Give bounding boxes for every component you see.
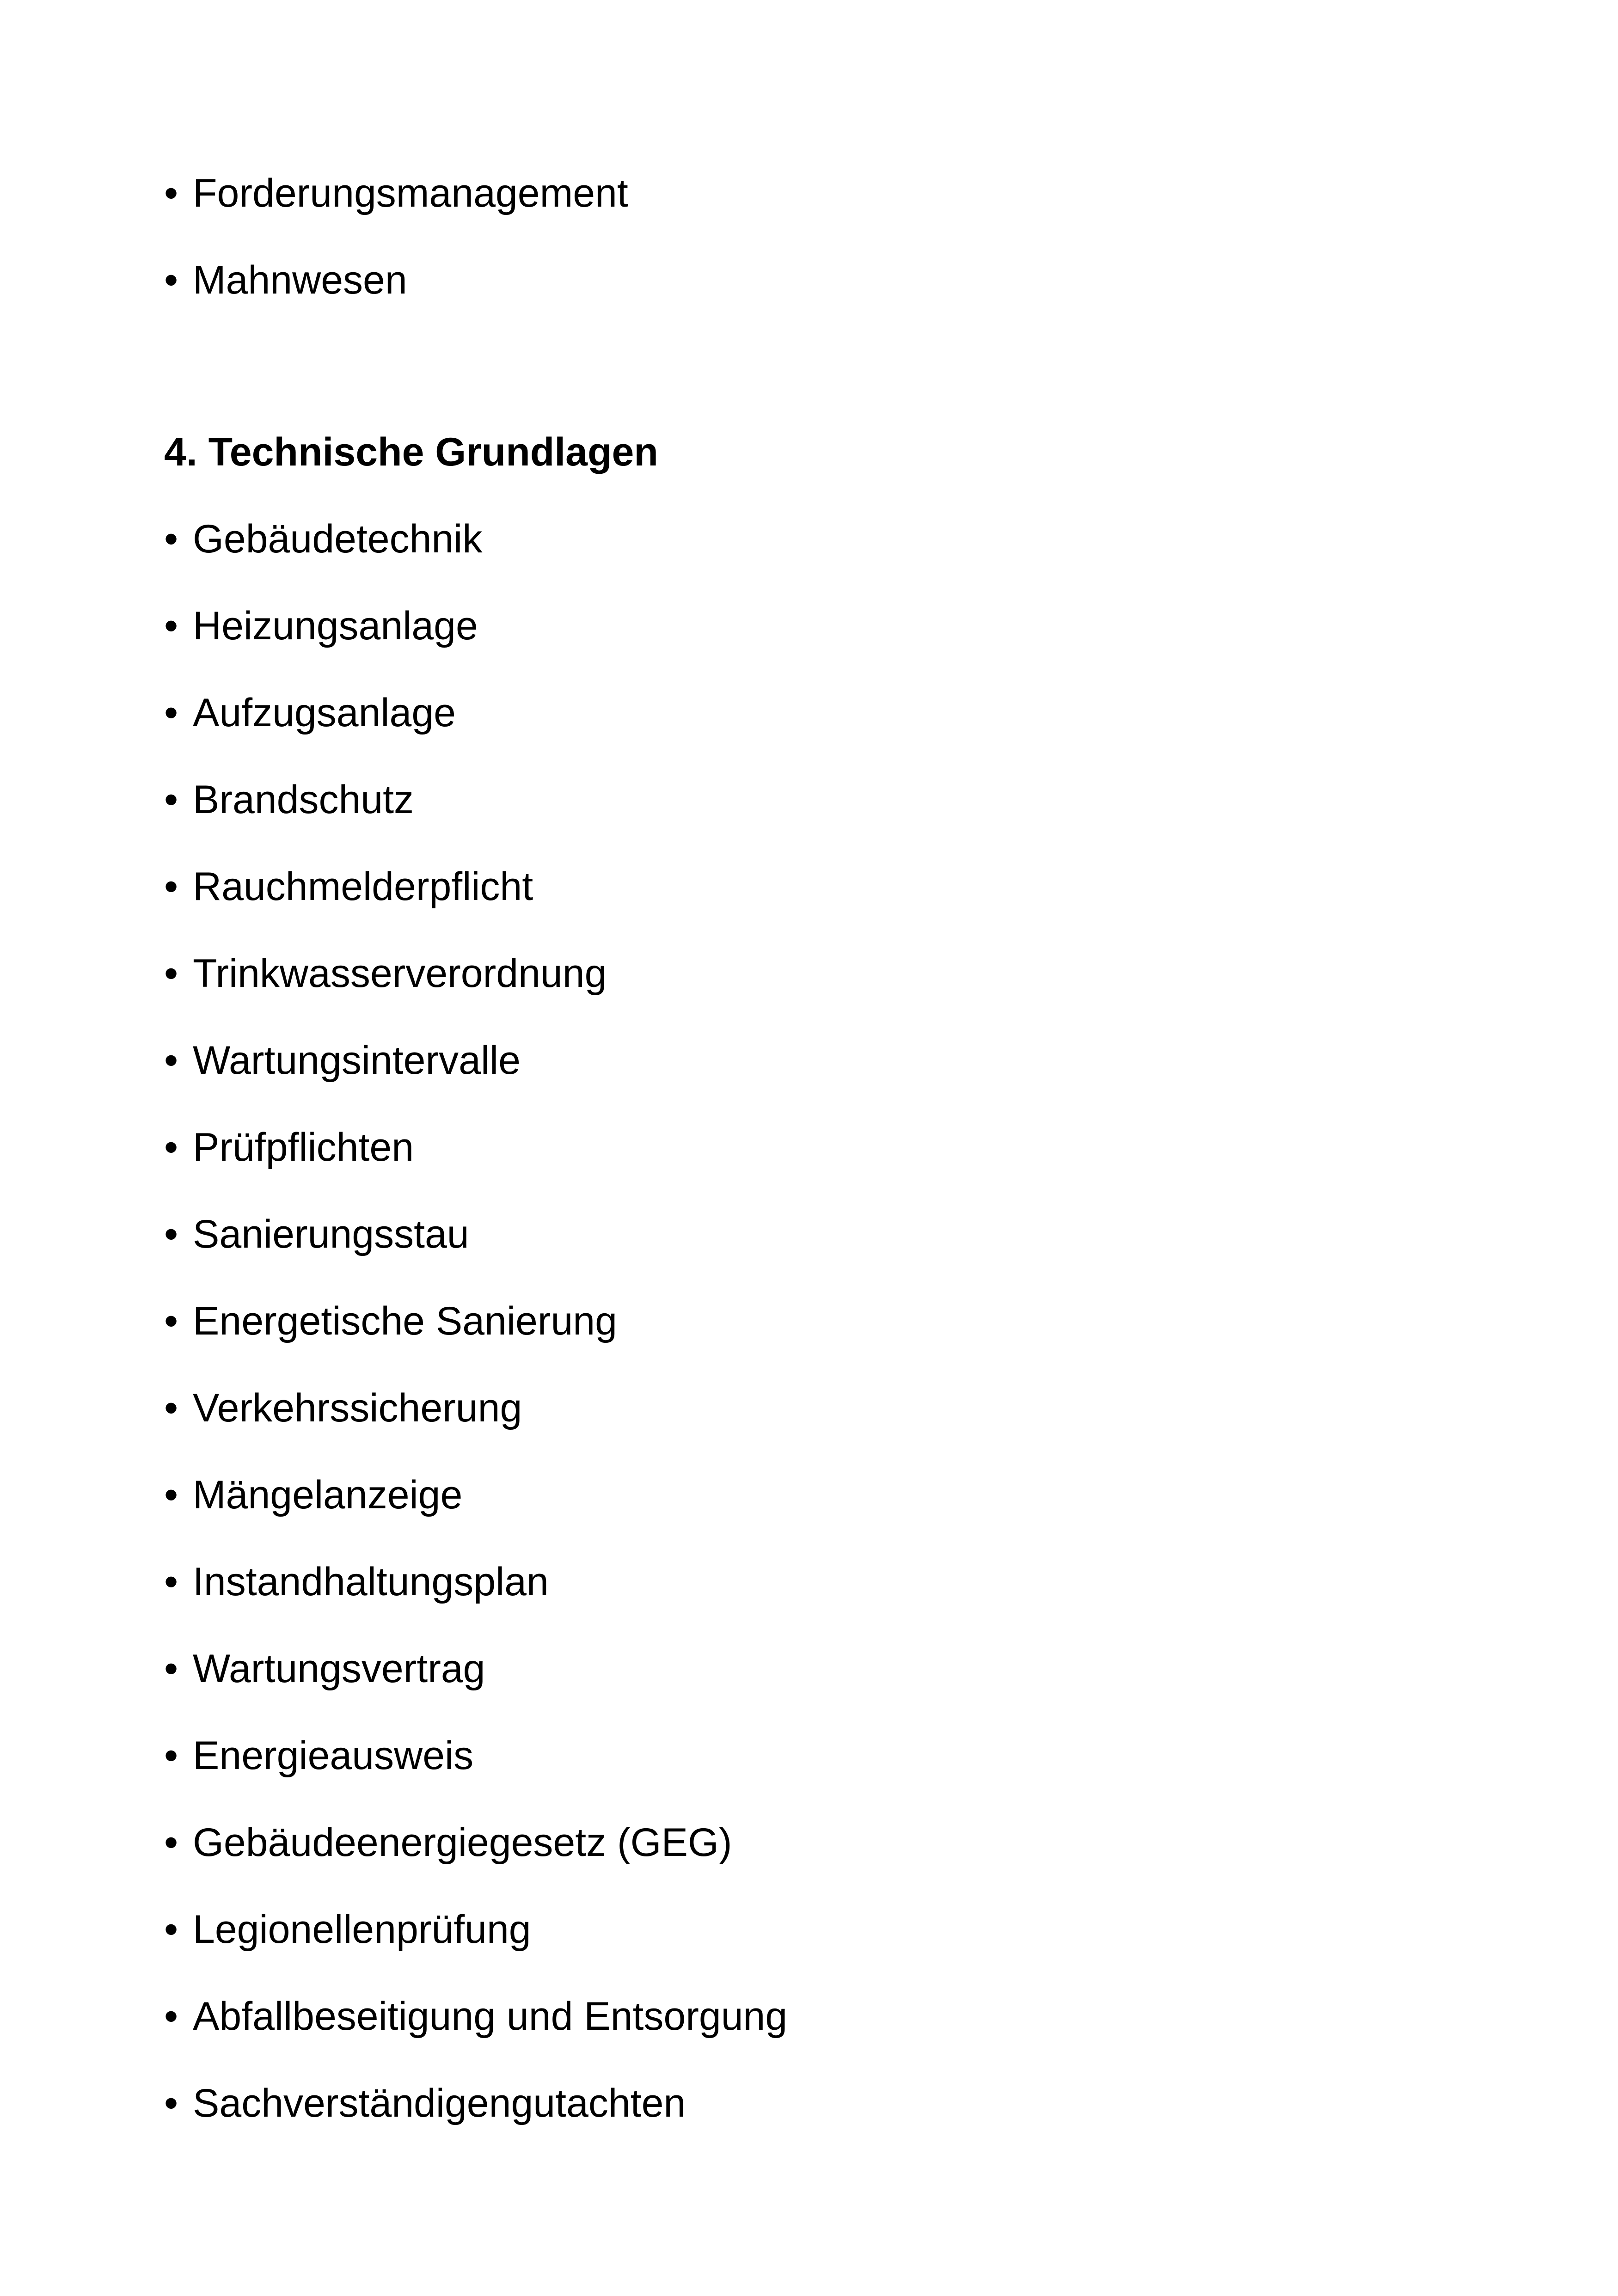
list-item (164, 1191, 1459, 1278)
bullet-icon: • (164, 1820, 178, 1865)
list-item-text: Wartungsintervalle (193, 1038, 521, 1083)
list-item (164, 756, 1459, 843)
list-item-text: Energetische Sanierung (193, 1299, 617, 1343)
list-item (164, 582, 1459, 669)
bullet-icon: • (164, 1038, 178, 1083)
bullet-icon: • (164, 171, 178, 215)
bullet-icon: • (164, 951, 178, 996)
continued-list-block (164, 150, 1459, 324)
bullet-icon: • (164, 1994, 178, 2039)
list-item-text: Energieausweis (193, 1733, 474, 1778)
list-item (164, 1104, 1459, 1191)
bullet-icon: • (164, 1733, 178, 1778)
list-item-text: Aufzugsanlage (193, 691, 456, 735)
bullet-icon: • (164, 1647, 178, 1691)
list-item (164, 930, 1459, 1017)
list-item (164, 1017, 1459, 1104)
list-item-text: Verkehrssicherung (193, 1386, 522, 1430)
list-item-text: Rauchmelderpflicht (193, 864, 533, 909)
list-item-text: Sanierungsstau (193, 1212, 469, 1256)
list-item (164, 496, 1459, 582)
list-item-text: Gebäudetechnik (193, 517, 483, 561)
bullet-icon: • (164, 864, 178, 909)
list-item-text: Mahnwesen (193, 258, 407, 302)
list-item (164, 1365, 1459, 1451)
bullet-icon: • (164, 1907, 178, 1952)
list-item (164, 2060, 1459, 2147)
section-technische-grundlagen (164, 409, 1459, 2147)
list-item (164, 1799, 1459, 1886)
continued-bullet-list (164, 150, 1459, 324)
list-item-text: Instandhaltungsplan (193, 1560, 549, 1604)
bullet-icon: • (164, 2081, 178, 2125)
list-item-text: Forderungsmanagement (193, 171, 628, 215)
list-item (164, 237, 1459, 324)
list-item-text: Heizungsanlage (193, 604, 478, 648)
list-item-text: Abfallbeseitigung und Entsorgung (193, 1994, 788, 2039)
list-item-text: Wartungsvertrag (193, 1647, 485, 1691)
list-item (164, 843, 1459, 930)
list-item (164, 1886, 1459, 1973)
bullet-icon: • (164, 1212, 178, 1256)
bullet-icon: • (164, 778, 178, 822)
list-item (164, 1451, 1459, 1538)
list-item (164, 1973, 1459, 2060)
list-item-text: Prüfpflichten (193, 1125, 414, 1169)
list-item (164, 1278, 1459, 1365)
list-item (164, 1538, 1459, 1625)
section-bullet-list (164, 496, 1459, 2147)
section-heading: 4. Technische Grundlagen (164, 430, 658, 474)
list-item (164, 669, 1459, 756)
bullet-icon: • (164, 1560, 178, 1604)
bullet-icon: • (164, 258, 178, 302)
list-item-text: Mängelanzeige (193, 1473, 463, 1517)
list-item-text: Brandschutz (193, 778, 414, 822)
bullet-icon: • (164, 1299, 178, 1343)
bullet-icon: • (164, 691, 178, 735)
list-item (164, 1625, 1459, 1712)
bullet-icon: • (164, 517, 178, 561)
list-item-text: Trinkwasserverordnung (193, 951, 607, 996)
bullet-icon: • (164, 1125, 178, 1169)
list-item (164, 150, 1459, 237)
list-item (164, 1712, 1459, 1799)
list-item-text: Sachverständigengutachten (193, 2081, 686, 2125)
list-item-text: Legionellenprüfung (193, 1907, 531, 1952)
bullet-icon: • (164, 604, 178, 648)
bullet-icon: • (164, 1386, 178, 1430)
bullet-icon: • (164, 1473, 178, 1517)
list-item-text: Gebäudeenergiegesetz (GEG) (193, 1820, 732, 1865)
